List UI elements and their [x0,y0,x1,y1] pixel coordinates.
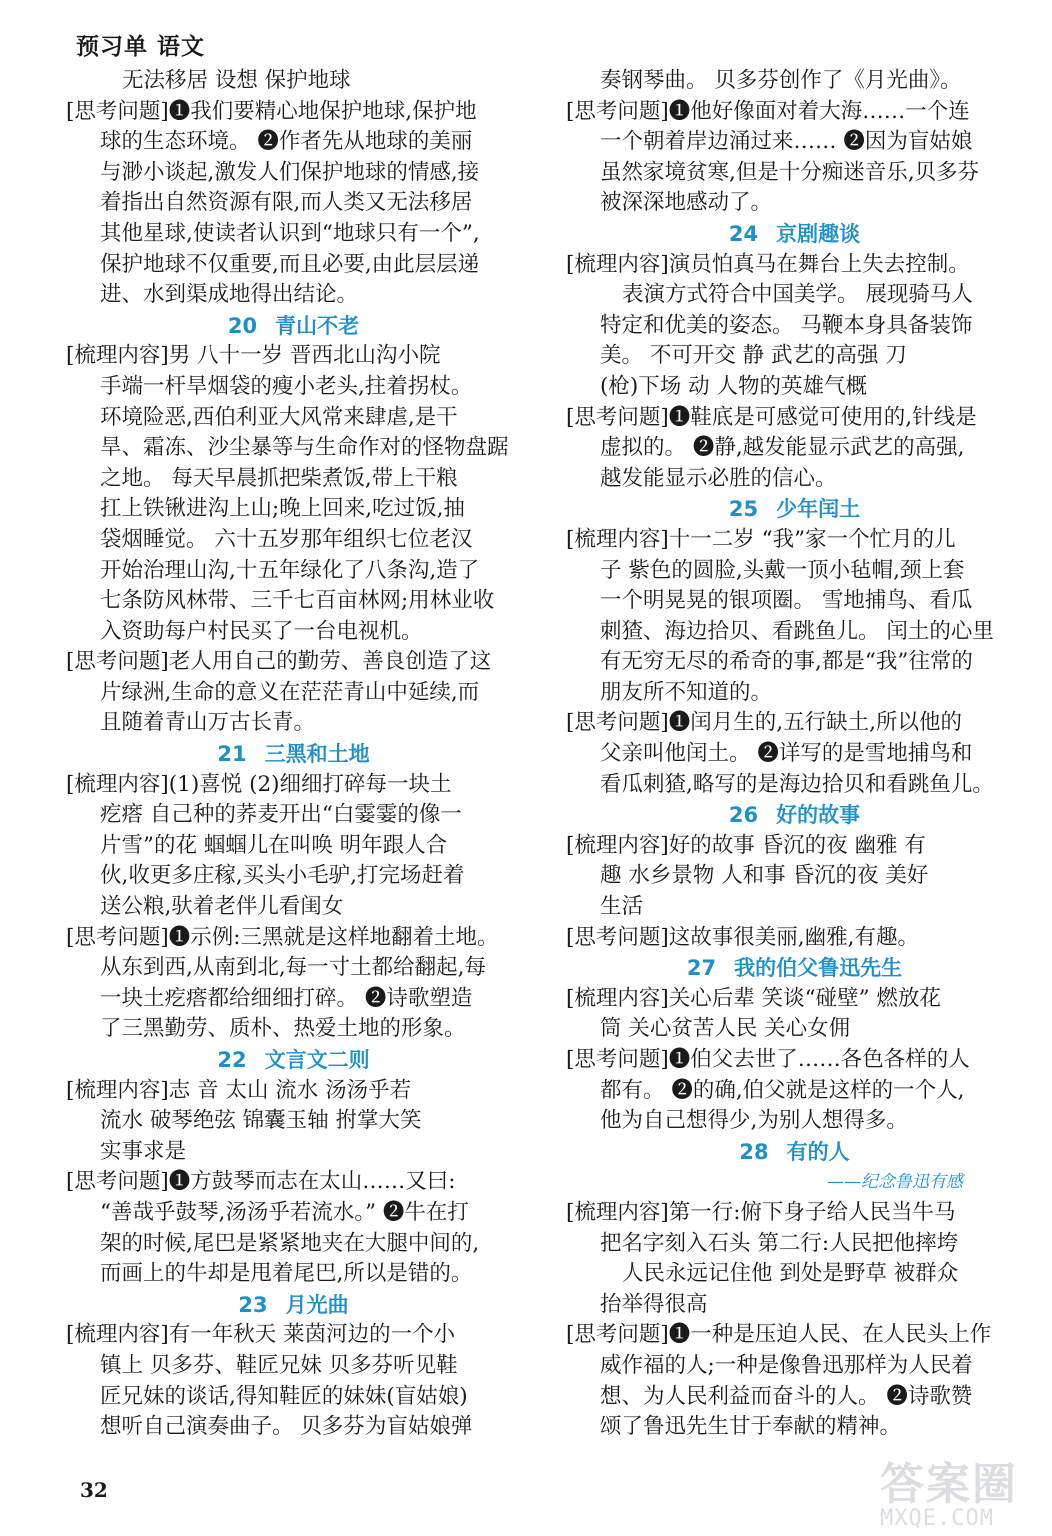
section-heading [566,953,1023,984]
text-line: 匠兄妹的谈话,得知鞋匠的妹妹(盲姑娘) [100,1383,468,1409]
section-number: 23 [238,1292,268,1317]
text-line: 保护地球不仅重要,而且必要,由此层层递 [100,251,480,277]
text-line: 人民永远记住他 到处是野草 被群众 [622,1261,959,1287]
section-heading [66,1290,521,1321]
text-line: 趣 水乡景物 人和事 昏沉的夜 美好 [600,863,929,889]
section-title: 京剧趣谈 [776,221,861,246]
text-line: [梳理内容]好的故事 昏沉的夜 幽雅 有 [566,832,926,858]
text-line: 实事求是 [100,1138,187,1164]
text-line: [梳理内容]有一年秋天 莱茵河边的一个小 [66,1322,456,1348]
text-line: 之地。 每天早晨抓把柴煮饭,带上干粮 [100,465,458,491]
text-line: 片雪”的花 蝈蝈儿在叫唤 明年跟人合 [100,832,448,858]
text-line: [梳理内容]第一行:俯下身子给人民当牛马 [566,1199,956,1225]
text-line: [思考问题]❶伯父去世了……各色各样的人 [566,1047,970,1072]
text-line: [思考问题]❶我们要精心地保护地球,保护地 [66,98,477,124]
section-title: 我的伯父鲁迅先生 [734,956,903,981]
text-line: 一个明晃晃的银项圈。 雪地捕鸟、看瓜 [600,588,973,614]
section-number: 27 [686,956,717,981]
page-number: 32 [80,1478,108,1502]
text-line: 送公粮,驮着老伴儿看闺女 [100,894,344,920]
page-header: 预习单 语文 [76,34,206,60]
text-line: [梳理内容]男 八十一岁 晋西北山沟小院 [66,343,441,369]
section-title: 有的人 [786,1139,850,1164]
text-line: 美。 不可开交 静 武艺的高强 刀 [600,343,907,369]
section-number: 21 [217,742,247,767]
section-number: 28 [739,1139,769,1164]
section-title: 月光曲 [285,1292,349,1317]
text-line: 颂了鲁迅先生甘于奉献的精神。 [600,1414,902,1440]
text-line: 手端一杆旱烟袋的瘦小老头,拄着拐杖。 [100,373,473,399]
text-line: 开始治理山沟,十五年绿化了八条沟,造了 [100,557,480,583]
section-heading [66,1045,521,1076]
section-number: 25 [728,497,759,522]
text-line: 抬举得很高 [600,1291,708,1317]
text-line: 其他星球,使读者认识到“地球只有一个”, [100,220,480,246]
text-line: 七条防风林带、三千七百亩林网;用林业收 [100,588,495,614]
text-line: 从东到西,从南到北,每一寸土都给翻起,每 [100,955,487,981]
text-line: 威作福的人;一种是像鲁迅那样为人民着 [600,1352,973,1378]
text-line: 想、为人民利益而奋斗的人。 ❷诗歌赞 [600,1383,973,1409]
section-title: 文言文二则 [264,1048,370,1072]
text-line: 一块土疙瘩都给细细打碎。 ❷诗歌塑造 [100,985,473,1011]
text-line: [梳理内容]十一二岁 “我”家一个忙月的儿 [566,526,956,552]
section-subtitle: ——纪念鲁迅有感 [827,1172,963,1193]
watermark-logo: 答案圈 MXQE.COM [880,1459,1018,1531]
text-line: 特定和优美的姿态。 马鞭本身具备装饰 [600,312,973,338]
text-line: 有无穷无尽的希奇的事,都是“我”往常的 [600,649,973,675]
text-line: [思考问题]❶示例:三黑就是这样地翻着土地。 [66,924,499,950]
section-number: 26 [728,803,759,828]
section-title: 少年闰土 [776,497,861,522]
text-line: 与渺小谈起,激发人们保护地球的情感,接 [100,159,480,185]
text-line: 伙,收更多庄稼,买头小毛驴,打完场赶着 [100,863,465,889]
text-line: 旱、霜冻、沙尘暴等与生命作对的怪物盘踞 [100,435,509,461]
text-line: 想听自己演奏曲子。 贝多芬为盲姑娘弹 [100,1414,473,1440]
text-line: [思考问题]老人用自己的勤劳、善良创造了这 [66,649,492,675]
text-line: 无法移居 设想 保护地球 [122,68,351,93]
text-line: 生活 [600,894,644,920]
text-line: 把名字刻入石头 第二行:人民把他摔垮 [600,1230,959,1256]
text-line: [思考问题]❶方鼓琴而志在太山……又曰: [66,1169,456,1195]
text-line: 扛上铁锹进沟上山;晚上回来,吃过饭,抽 [100,496,465,522]
text-line: 入资助每户村民买了一台电视机。 [100,618,423,644]
text-line: 环境险恶,西伯利亚大风常来肆虐,是干 [100,404,458,430]
text-line: “善哉乎鼓琴,汤汤乎若流水。” ❷牛在打 [100,1199,469,1225]
text-line: 架的时候,尾巴是紧紧地夹在大腿中间的, [100,1230,480,1256]
text-line: 一个朝着岸边涌过来…… ❷因为盲姑娘 [600,129,973,155]
text-line: 筒 关心贫苦人民 关心女佣 [600,1016,851,1042]
text-line: 子 紫色的圆脸,头戴一顶小毡帽,颈上套 [600,557,965,583]
text-line: 他为自己想得少,为别人想得多。 [600,1108,908,1134]
text-line: 球的生态环境。 ❷作者先从地球的美丽 [100,129,473,155]
text-line: 被深深地感动了。 [600,190,773,216]
text-line: [思考问题]这故事很美丽,幽雅,有趣。 [566,924,919,950]
text-line: 了三黑勤劳、质朴、热爱土地的形象。 [100,1016,466,1042]
text-line: [梳理内容]志 音 太山 流水 汤汤乎若 [66,1077,412,1103]
text-line: 片绿洲,生命的意义在茫茫青山中延续,而 [100,679,480,705]
text-line: 奏钢琴曲。 贝多芬创作了《月光曲》。 [600,68,962,93]
text-line: 父亲叫他闰土。 ❷详写的是雪地捕鸟和 [600,741,973,767]
section-title: 三黑和土地 [264,742,370,767]
text-line: 袋烟睡觉。 六十五岁那年组织七位老汉 [100,526,473,552]
text-line: 虚拟的。 ❷静,越发能显示武艺的高强, [600,435,965,461]
text-line: 看瓜刺猹,略写的是海边拾贝和看跳鱼儿。 [600,771,994,797]
section-number: 22 [217,1048,247,1072]
text-line: (枪)下场 动 人物的英雄气概 [600,373,867,399]
text-line: 虽然家境贫寒,但是十分痴迷音乐,贝多芬 [600,159,980,185]
text-line: 着指出自然资源有限,而人类又无法移居 [100,190,473,216]
section-heading [566,1137,1023,1168]
text-line: [思考问题]❶鞋底是可感觉可使用的,针线是 [566,404,977,430]
text-line: 疙瘩 自己种的荞麦开出“白霎霎的像一 [100,802,462,828]
text-line: [梳理内容]关心后辈 笑谈“碰壁” 燃放花 [566,985,941,1011]
section-heading [566,219,1023,250]
text-line: [思考问题]❶闰月生的,五行缺土,所以他的 [566,710,962,736]
text-line: 进、水到渠成地得出结论。 [100,282,359,308]
section-heading [566,800,1023,831]
section-heading [566,494,1023,525]
section-title: 好的故事 [776,803,861,828]
section-number: 24 [728,221,759,246]
text-line: [思考问题]❶一种是压迫人民、在人民头上作 [566,1322,992,1348]
text-line: [梳理内容]演员怕真马在舞台上失去控制。 [566,251,970,277]
right-column [566,66,1023,1443]
text-line: 且随着青山万古长青。 [100,710,316,736]
text-line: 朋友所不知道的。 [600,679,773,705]
section-heading [66,739,521,770]
left-column [66,66,521,1443]
section-heading [66,311,521,342]
text-line: 流水 破琴绝弦 锦囊玉轴 拊掌大笑 [100,1108,422,1134]
section-number: 20 [227,313,258,338]
text-line: 表演方式符合中国美学。 展现骑马人 [622,282,973,308]
text-line: 镇上 贝多芬、鞋匠兄妹 贝多芬听见鞋 [100,1352,458,1378]
text-line: [思考问题]❶他好像面对着大海……一个连 [566,98,970,124]
text-line: 而画上的牛却是甩着尾巴,所以是错的。 [100,1261,473,1287]
text-line: 都有。 ❷的确,伯父就是这样的一个人, [600,1077,965,1103]
section-title: 青山不老 [275,313,360,338]
text-line: 越发能显示必胜的信心。 [600,465,837,491]
text-line: 刺猹、海边拾贝、看跳鱼儿。 闰土的心里 [600,618,994,644]
text-line: [梳理内容](1)喜悦 (2)细细打碎每一块土 [66,771,452,797]
